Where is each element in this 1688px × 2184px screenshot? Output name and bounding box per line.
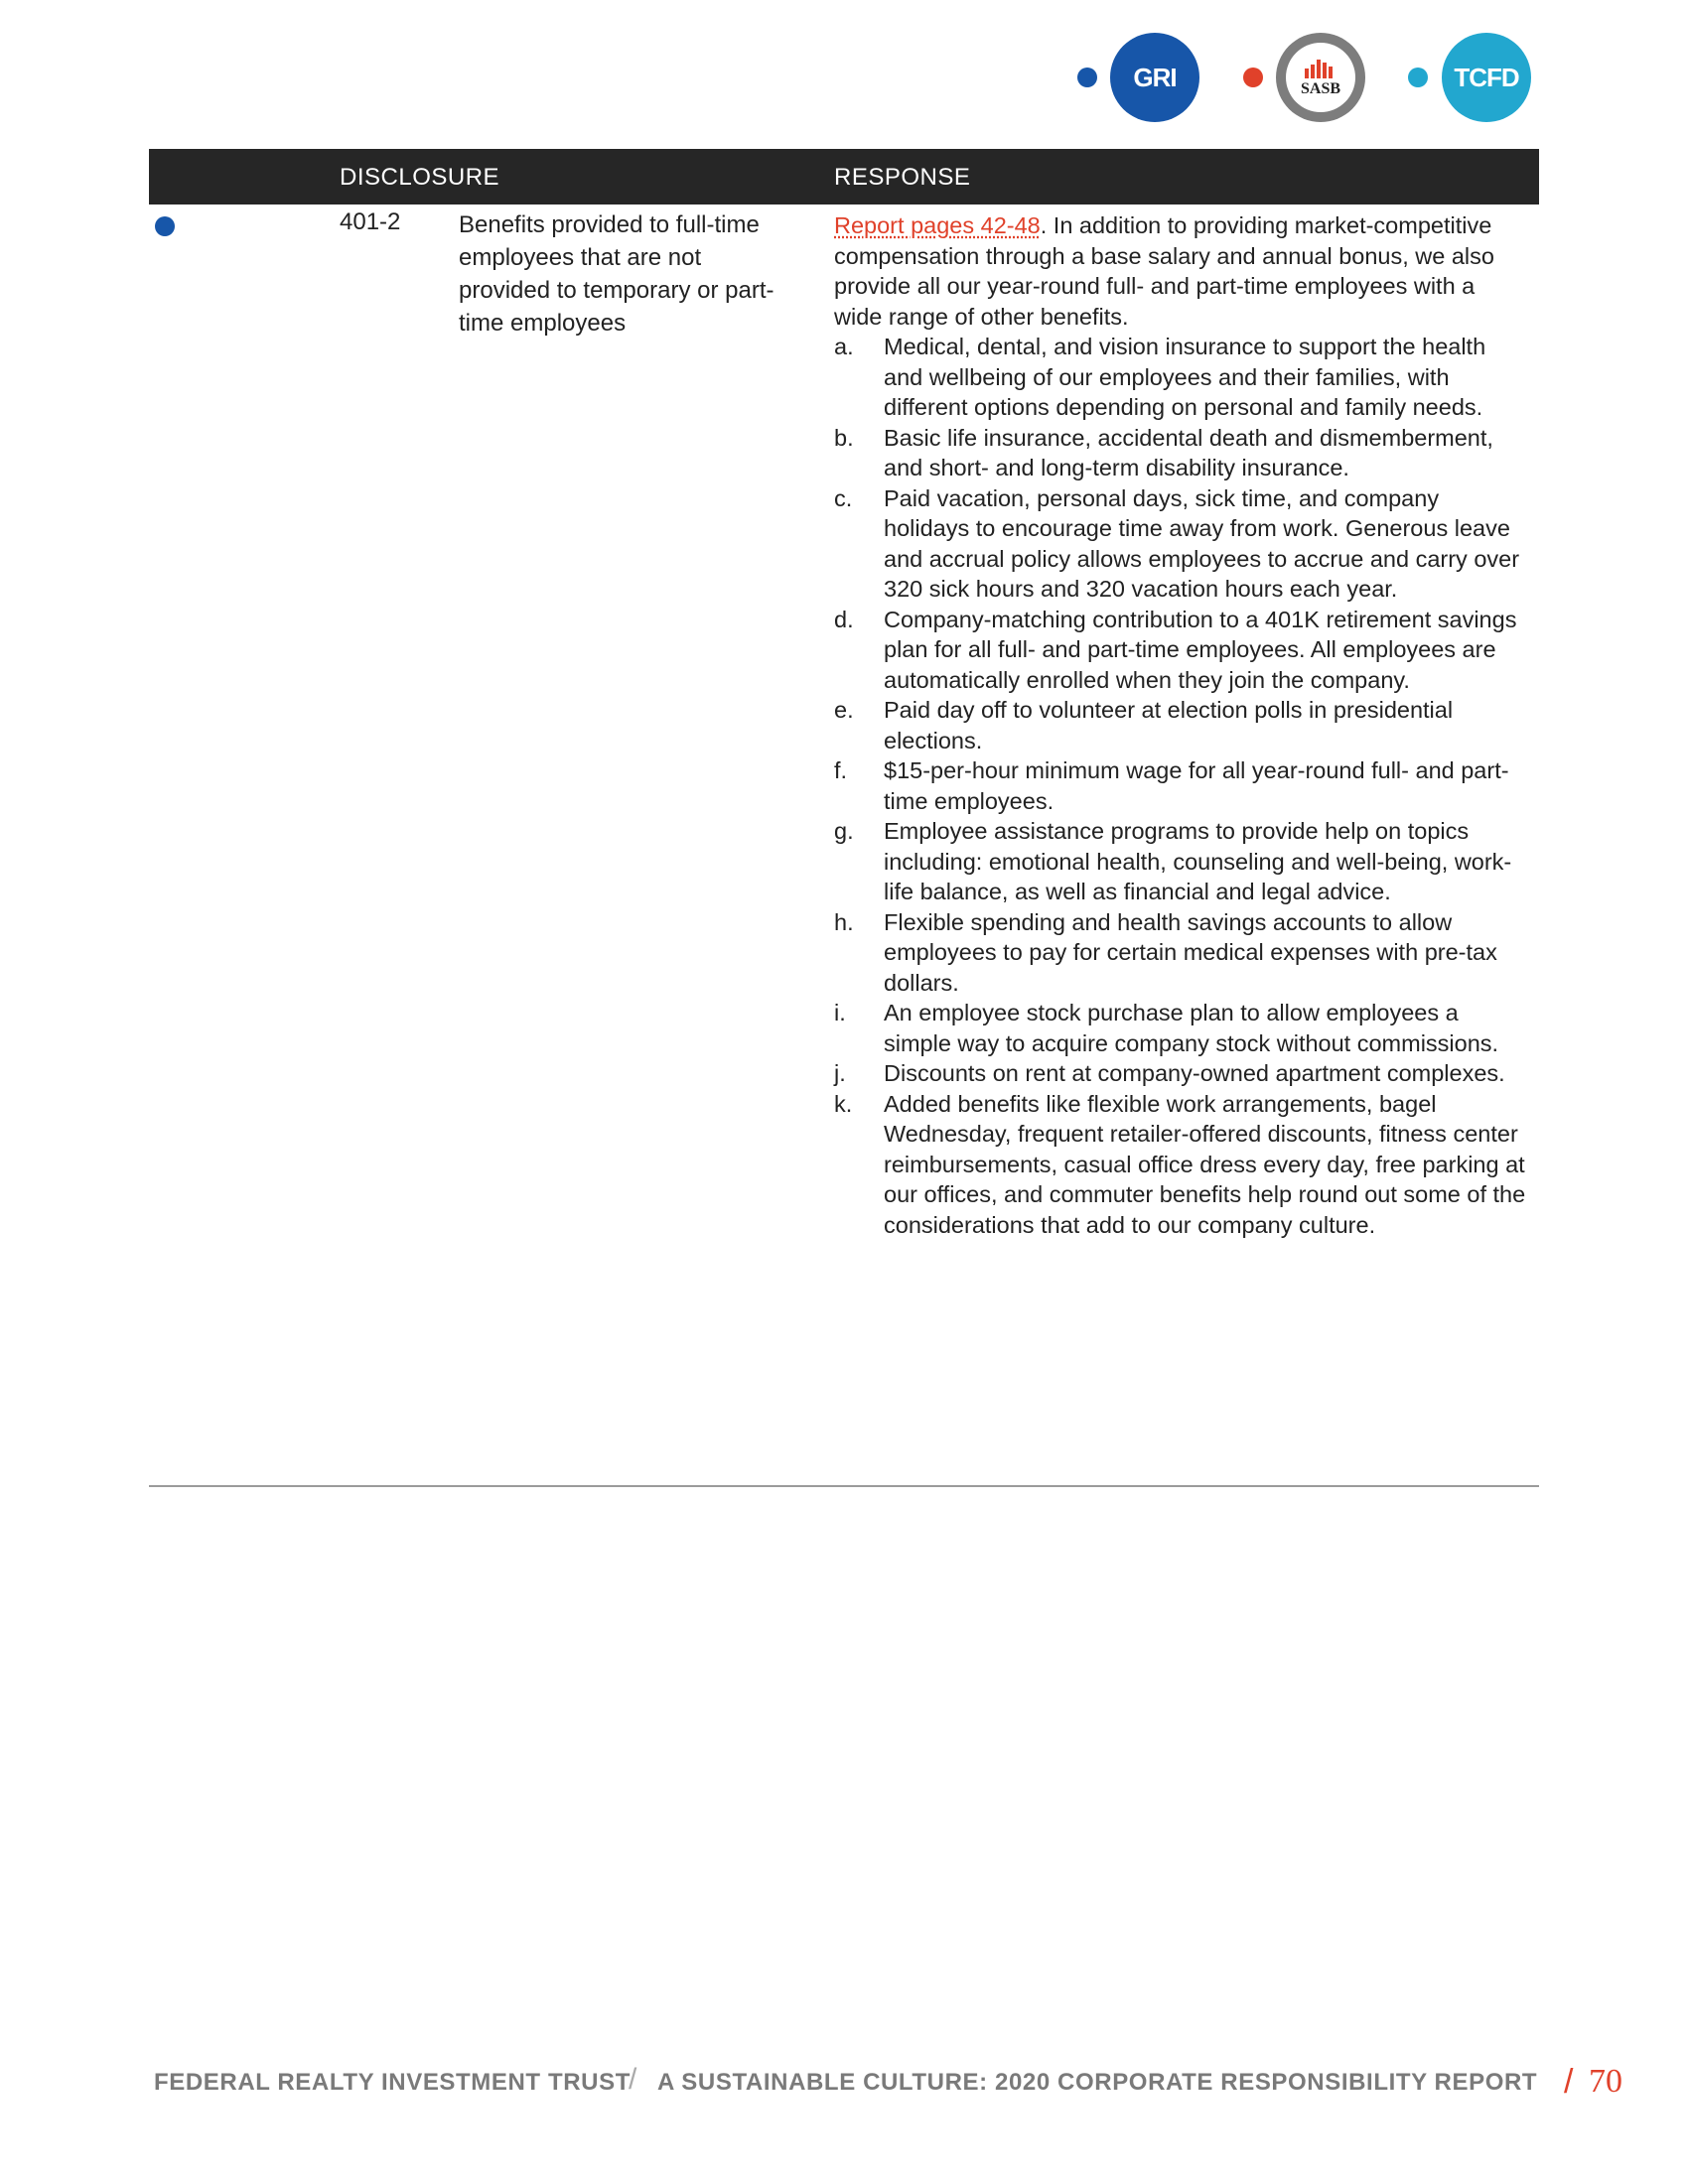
header-disclosure: DISCLOSURE	[340, 164, 500, 191]
list-item-letter: d.	[834, 606, 854, 632]
disclosure-text: Benefits provided to full-time employees that are not provided to temporary or part-time employees	[459, 211, 774, 337]
page-number: 70	[1589, 2063, 1622, 2100]
list-item	[834, 423, 1529, 483]
list-item-text: An employee stock purchase plan to allow employees a simple way to acquire company stock without commissions.	[884, 1000, 1499, 1056]
list-item	[834, 1089, 1529, 1241]
list-item-letter: g.	[834, 818, 854, 844]
list-item-letter: i.	[834, 1000, 846, 1025]
response-intro	[834, 210, 1529, 332]
list-item-letter: k.	[834, 1090, 853, 1117]
list-item-text: Basic life insurance, accidental death and dismemberment, and short- and long-term disability insurance.	[884, 424, 1493, 480]
gri-badge	[1110, 33, 1199, 122]
list-item	[834, 605, 1529, 696]
table-header	[149, 149, 1539, 205]
list-item	[834, 998, 1529, 1058]
footer-organization: FEDERAL REALTY INVESTMENT TRUST	[154, 2069, 631, 2096]
list-item-letter: e.	[834, 697, 854, 723]
response-cell	[834, 210, 1529, 1240]
list-item	[834, 816, 1529, 907]
list-item-letter: j.	[834, 1060, 846, 1086]
list-item	[834, 755, 1529, 816]
sasb-label: SASB	[1300, 80, 1341, 97]
tcfd-label: TCFD	[1454, 62, 1519, 92]
sasb-bars-icon	[1303, 57, 1338, 78]
list-item-letter: b.	[834, 424, 854, 451]
list-item-text: Medical, dental, and vision insurance to support the health and wellbeing of our employees and their families, with different options depending on personal and family needs.	[884, 334, 1486, 420]
list-item-text: Paid day off to volunteer at election polls in presidential elections.	[884, 697, 1454, 753]
list-item-text: $15-per-hour minimum wage for all year-round full- and part-time employees.	[884, 757, 1509, 814]
framework-badges	[1072, 30, 1549, 125]
list-item-letter: h.	[834, 908, 854, 935]
list-item-text: Discounts on rent at company-owned apartment complexes.	[884, 1060, 1505, 1086]
page-number-separator: /	[1564, 2063, 1575, 2101]
gri-indicator-dot	[155, 216, 175, 236]
list-item	[834, 332, 1529, 423]
gri-label: GRI	[1133, 62, 1177, 92]
sasb-dot	[1243, 68, 1263, 87]
header-response: RESPONSE	[834, 164, 971, 191]
list-item	[834, 1058, 1529, 1089]
benefits-list	[834, 332, 1529, 1240]
list-item-text: Employee assistance programs to provide help on topics including: emotional health, counseling and well-being, work-life balance, as well as financial and legal advice.	[884, 818, 1512, 904]
response-intro-text: . In addition to providing market-competitive compensation through a base salary and annual bonus, we also provide all our year-round full- and part-time employees with a wide range of other benefits.	[834, 212, 1494, 330]
table-bottom-rule	[149, 1485, 1539, 1487]
table-row	[149, 205, 1539, 1485]
list-item-text: Flexible spending and health savings accounts to allow employees to pay for certain medical expenses with pre-tax dollars.	[884, 908, 1497, 996]
tcfd-badge	[1442, 33, 1531, 122]
footer-report-title: A SUSTAINABLE CULTURE: 2020 CORPORATE RESPONSIBILITY REPORT	[657, 2069, 1538, 2096]
list-item-text: Company-matching contribution to a 401K retirement savings plan for all full- and part-time employees. All employees are automatically enrolled when they join the company.	[884, 606, 1517, 693]
list-item-letter: a.	[834, 334, 854, 359]
sasb-seal	[1286, 43, 1355, 112]
tcfd-dot	[1408, 68, 1428, 87]
list-item	[834, 483, 1529, 605]
list-item-letter: c.	[834, 484, 853, 511]
list-item-text: Added benefits like flexible work arrangements, bagel Wednesday, frequent retailer-offered discounts, fitness center reimbursements, casual office dress every day, free parking at our offices, and commuter benefits help round out some of the considerations that add to our company culture.	[884, 1090, 1526, 1238]
list-item	[834, 695, 1529, 755]
gri-dot	[1077, 68, 1097, 87]
sasb-badge	[1276, 33, 1365, 122]
list-item-text: Paid vacation, personal days, sick time, and company holidays to encourage time away from work. Generous leave and accrual policy allows employees to accrue and carry over 320 sick hours and 320 vacation hours each year.	[884, 484, 1520, 602]
footer-separator: /	[629, 2063, 637, 2096]
list-item-letter: f.	[834, 757, 848, 783]
report-pages-link[interactable]: Report pages 42-48	[834, 212, 1041, 238]
disclosure-code: 401-2	[340, 208, 401, 235]
page-footer	[154, 2063, 1622, 2103]
list-item	[834, 907, 1529, 999]
